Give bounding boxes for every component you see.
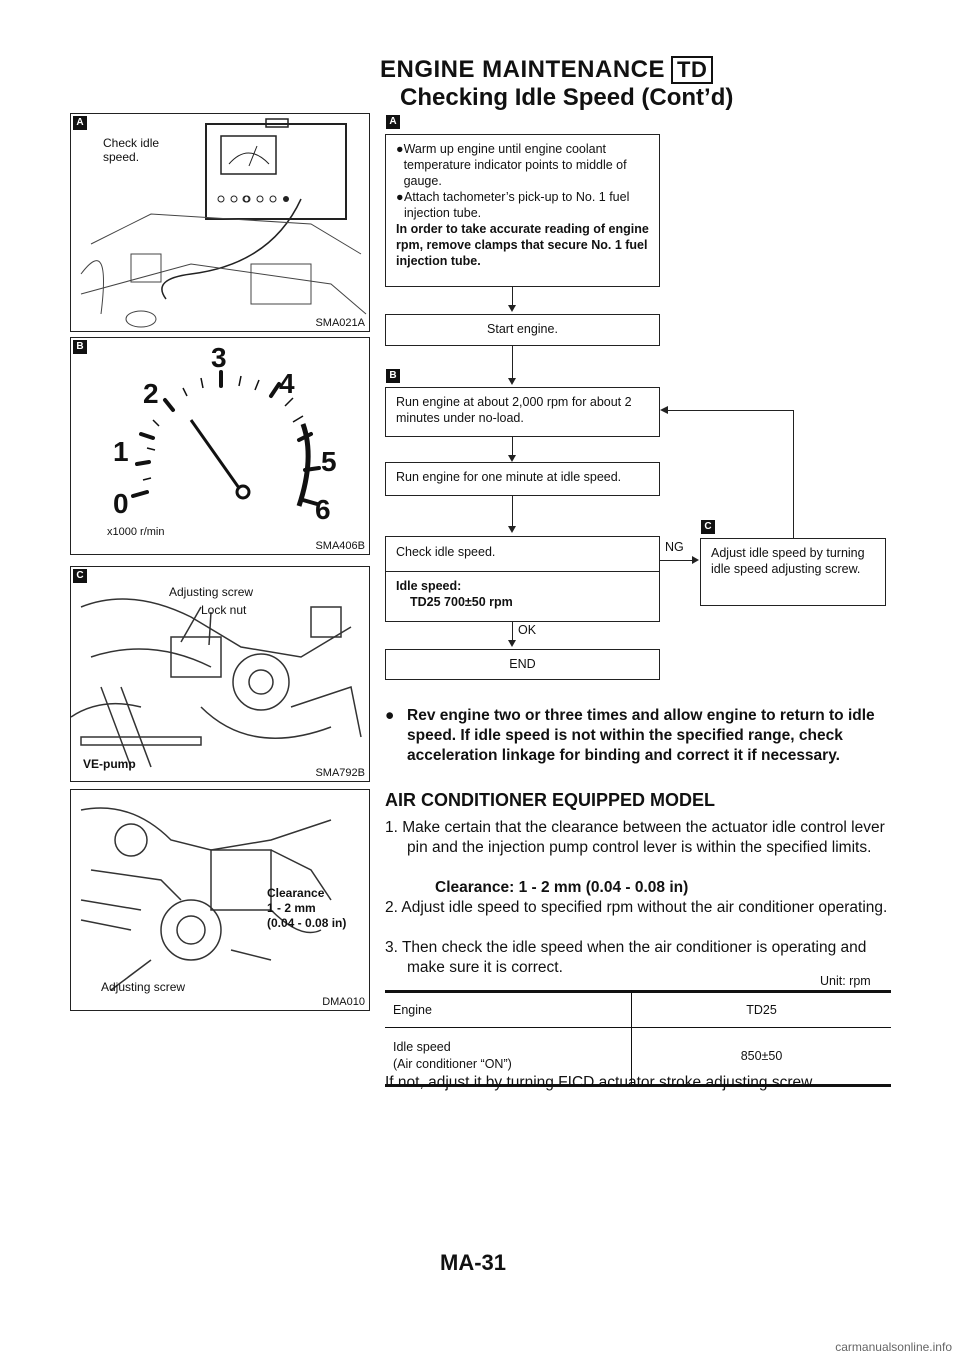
flow-step-start: Start engine. bbox=[385, 314, 660, 346]
check-title: Check idle speed. bbox=[386, 537, 659, 572]
marker-c: C bbox=[73, 569, 87, 583]
flow-arrowhead bbox=[660, 406, 668, 414]
flow-connector bbox=[512, 346, 513, 380]
label-ve-pump: VE-pump bbox=[83, 757, 136, 771]
dial-number-1: 1 bbox=[113, 436, 129, 467]
ac-item-1: 1. Make certain that the clearance between the actuator idle control lever pin and the injection pump control lever is within the specified limits. bbox=[385, 819, 885, 856]
figure-caption: SMA406B bbox=[315, 540, 365, 552]
flow-arrowhead bbox=[508, 526, 516, 533]
flow-step-check bbox=[385, 536, 660, 622]
dial-number-5: 5 bbox=[321, 446, 337, 477]
cell-line: (Air conditioner “ON”) bbox=[393, 1057, 512, 1071]
spec-label: Idle speed: bbox=[396, 579, 462, 593]
section-title-text: ENGINE MAINTENANCE bbox=[380, 56, 666, 83]
dial-number-3: 3 bbox=[211, 342, 227, 373]
table-unit: Unit: rpm bbox=[820, 974, 871, 988]
dial-number-4: 4 bbox=[279, 368, 295, 399]
ac-final-note: If not, adjust it by turning FICD actuator stroke adjusting screw. bbox=[385, 1074, 816, 1091]
pump-illustration bbox=[71, 567, 369, 781]
bullet-icon: ● bbox=[385, 707, 395, 724]
label-lock-nut: Lock nut bbox=[201, 603, 247, 617]
dial-number-2: 2 bbox=[143, 378, 159, 409]
rev-note-text: Rev engine two or three times and allow engine to return to idle speed. If idle speed is not within the specified range, check acceleration linkage for binding and correct it if necessary. bbox=[407, 707, 875, 764]
ac-item-2: 2. Adjust idle speed to specified rpm without the air conditioner operating. bbox=[385, 899, 888, 916]
figure-caption: SMA792B bbox=[315, 767, 365, 779]
ac-clearance: Clearance: 1 - 2 mm (0.04 - 0.08 in) bbox=[435, 879, 689, 896]
figure-caption: SMA021A bbox=[315, 317, 365, 329]
figure-clearance bbox=[70, 789, 370, 1011]
warning-text: In order to take accurate reading of engine rpm, remove clamps that secure No. 1 fuel injection tube. bbox=[396, 222, 649, 268]
flow-step-end: END bbox=[385, 649, 660, 680]
bullet-item: ● Attach tachometer’s pick-up to No. 1 fuel injection tube. bbox=[396, 189, 649, 221]
flow-connector bbox=[512, 496, 513, 528]
spec-value: TD25 700±50 rpm bbox=[410, 595, 513, 609]
page-number: MA-31 bbox=[440, 1250, 507, 1275]
cell-line: Idle speed bbox=[393, 1040, 451, 1054]
flow-ng-connector bbox=[660, 560, 692, 561]
figure-label bbox=[103, 136, 159, 164]
figure-pump bbox=[70, 566, 370, 782]
label-line: 1 - 2 mm bbox=[267, 901, 316, 915]
dial-number-0: 0 bbox=[113, 488, 129, 519]
bullet-text: Attach tachometer’s pick-up to No. 1 fuel injection tube. bbox=[404, 190, 630, 220]
flow-ok-label: OK bbox=[518, 623, 537, 637]
flow-arrowhead bbox=[508, 640, 516, 647]
flow-loop-horizontal bbox=[668, 410, 794, 411]
rev-note bbox=[385, 706, 891, 766]
dial-unit: x1000 r/min bbox=[107, 526, 165, 538]
table-header-model: TD25 bbox=[746, 1003, 777, 1017]
label-line: (0.04 - 0.08 in) bbox=[267, 916, 347, 930]
bullet-text: Warm up engine until engine coolant temperature indicator points to middle of gauge. bbox=[403, 142, 627, 188]
figure-caption: DMA010 bbox=[322, 996, 365, 1008]
flow-step-adjust: Adjust idle speed by turning idle speed adjusting screw. bbox=[700, 538, 886, 606]
marker-b: B bbox=[73, 340, 87, 354]
flow-marker-c: C bbox=[701, 520, 715, 534]
label-line: Check idle bbox=[103, 136, 160, 150]
label-line: Clearance bbox=[267, 886, 325, 900]
flow-arrowhead bbox=[508, 455, 516, 462]
flow-connector bbox=[512, 287, 513, 307]
flow-arrowhead bbox=[692, 556, 699, 564]
ac-item-3: 3. Then check the idle speed when the air conditioner is operating and make sure it is correct. bbox=[385, 939, 867, 976]
dial-number-6: 6 bbox=[315, 494, 331, 525]
label-line: speed. bbox=[103, 150, 140, 164]
flow-step-run-idle: Run engine for one minute at idle speed. bbox=[385, 462, 660, 496]
table-row bbox=[385, 992, 891, 1028]
marker-a: A bbox=[73, 116, 87, 130]
clearance-label bbox=[267, 886, 346, 931]
flow-marker-a: A bbox=[386, 115, 400, 129]
table-header-engine: Engine bbox=[385, 992, 632, 1028]
label-adjusting-screw: Adjusting screw bbox=[101, 980, 186, 994]
bullet-item: ● Warm up engine until engine coolant temperature indicator points to middle of gauge. bbox=[396, 141, 649, 189]
figure-tachometer bbox=[70, 113, 370, 332]
flow-connector bbox=[512, 622, 513, 642]
page-subtitle: Checking Idle Speed (Cont’d) bbox=[400, 84, 734, 111]
ac-heading: AIR CONDITIONER EQUIPPED MODEL bbox=[385, 790, 716, 810]
flow-loop-vertical bbox=[793, 410, 794, 538]
flow-ng-label: NG bbox=[665, 540, 684, 554]
flow-arrowhead bbox=[508, 305, 516, 312]
flow-marker-b: B bbox=[386, 369, 400, 383]
figure-dial bbox=[70, 337, 370, 555]
watermark: carmanualsonline.info bbox=[835, 1340, 952, 1354]
flow-connector bbox=[512, 437, 513, 457]
section-title bbox=[380, 56, 713, 84]
engine-badge: TD bbox=[671, 56, 713, 84]
label-adjusting-screw: Adjusting screw bbox=[169, 585, 254, 599]
check-spec bbox=[386, 572, 659, 616]
flow-arrowhead bbox=[508, 378, 516, 385]
flow-step-run-2000: Run engine at about 2,000 rpm for about 2 minutes under no-load. bbox=[385, 387, 660, 437]
table-cell-value: 850±50 bbox=[740, 1049, 783, 1063]
flow-step-prepare bbox=[385, 134, 660, 287]
